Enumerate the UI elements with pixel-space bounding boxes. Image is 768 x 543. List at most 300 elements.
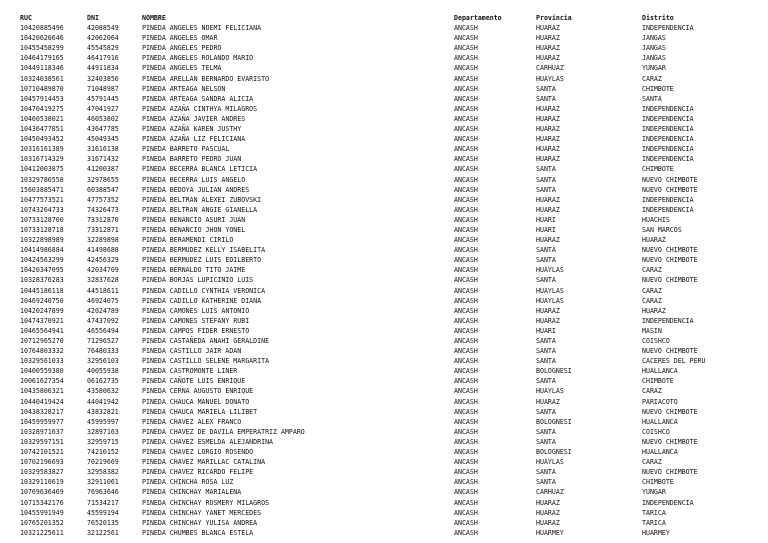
- cell-nombre: PINEDA BELTRAN ALEXEI ZUBOVSKI: [142, 195, 262, 204]
- cell-nombre: PINEDA CAMONES LUIS ANTONIO: [142, 306, 250, 315]
- cell-provincia: HUARAZ: [536, 518, 560, 527]
- cell-provincia: BOLOGNESI: [536, 367, 572, 376]
- cell-dni: 47437092: [87, 316, 119, 325]
- cell-departamento: ANCASH: [454, 175, 478, 184]
- cell-ruc: 10460538021: [20, 114, 64, 123]
- cell-distrito: JANGAS: [642, 54, 666, 63]
- cell-nombre: PINEDA CASTILLO SELENE MARGARITA: [142, 357, 270, 366]
- table-row: [20, 124, 752, 134]
- cell-dni: 40055938: [87, 367, 119, 376]
- cell-provincia: HUARI: [536, 215, 556, 224]
- cell-dni: 73312871: [87, 225, 119, 234]
- cell-departamento: ANCASH: [454, 508, 478, 517]
- cell-provincia: HUAYLAS: [536, 286, 564, 295]
- cell-nombre: PINEDA CERNA AUGUSTO ENRIQUE: [142, 387, 254, 396]
- cell-ruc: 10414986884: [20, 246, 64, 255]
- cell-dni: 43832821: [87, 407, 119, 416]
- cell-departamento: ANCASH: [454, 316, 478, 325]
- cell-nombre: PINEDA ANGELES PEDRO: [142, 44, 222, 53]
- table-row: [20, 43, 752, 53]
- cell-nombre: PINEDA BERMUDEZ KELLY ISABELITA: [142, 246, 266, 255]
- cell-departamento: ANCASH: [454, 488, 478, 497]
- cell-ruc: 10769636469: [20, 488, 64, 497]
- cell-provincia: HUARAZ: [536, 316, 560, 325]
- cell-provincia: HUARAZ: [536, 236, 560, 245]
- cell-distrito: JANGAS: [642, 34, 666, 43]
- cell-distrito: NUEVO CHIMBOTE: [642, 185, 698, 194]
- cell-provincia: HUARI: [536, 225, 556, 234]
- cell-ruc: 10450493452: [20, 135, 64, 144]
- column-header-departamento: Departamento: [454, 14, 502, 22]
- cell-nombre: PINEDA BELTRAN ANGIE GIANELLA: [142, 205, 258, 214]
- table-row: [20, 164, 752, 174]
- cell-dni: 32403856: [87, 74, 119, 83]
- cell-departamento: ANCASH: [454, 225, 478, 234]
- cell-dni: 31616138: [87, 145, 119, 154]
- cell-distrito: HUARMEY: [642, 528, 670, 537]
- cell-departamento: ANCASH: [454, 44, 478, 53]
- cell-provincia: SANTA: [536, 185, 556, 194]
- cell-dni: 46556494: [87, 326, 119, 335]
- cell-departamento: ANCASH: [454, 347, 478, 356]
- table-row: [20, 447, 752, 457]
- cell-departamento: ANCASH: [454, 246, 478, 255]
- cell-nombre: PINEDA CASTAÑEDA ANAHI GERALDINE: [142, 337, 270, 345]
- cell-dni: 32897163: [87, 427, 119, 436]
- table-row: [20, 376, 752, 386]
- cell-provincia: HUARMEY: [536, 528, 564, 537]
- cell-departamento: ANCASH: [454, 114, 478, 123]
- cell-distrito: CARAZ: [642, 74, 662, 83]
- cell-ruc: 10328971637: [20, 427, 64, 436]
- cell-nombre: PINEDA CHINCHAY MARIALENA: [142, 488, 242, 497]
- cell-distrito: INDEPENDENCIA: [642, 316, 694, 325]
- table-row: [20, 407, 752, 417]
- cell-distrito: CARAZ: [642, 387, 662, 396]
- cell-departamento: ANCASH: [454, 276, 478, 285]
- cell-ruc: 10424563299: [20, 256, 64, 265]
- table-row: [20, 245, 752, 255]
- cell-dni: 32122561: [87, 528, 119, 537]
- cell-distrito: YUNGAR: [642, 488, 666, 497]
- table-row: [20, 286, 752, 296]
- cell-departamento: ANCASH: [454, 94, 478, 103]
- cell-dni: 45049345: [87, 135, 119, 144]
- table-row: [20, 23, 752, 33]
- cell-departamento: ANCASH: [454, 54, 478, 63]
- cell-distrito: NUEVO CHIMBOTE: [642, 246, 698, 255]
- cell-dni: 42024789: [87, 306, 119, 315]
- cell-dni: 06162735: [87, 377, 119, 386]
- cell-provincia: HUARAZ: [536, 34, 560, 43]
- cell-dni: 32956103: [87, 357, 119, 366]
- cell-provincia: SANTA: [536, 256, 556, 265]
- cell-distrito: HUALLANCA: [642, 367, 678, 376]
- table-row: [20, 397, 752, 407]
- cell-nombre: PINEDA CHAUCA MARIELA LILIBET: [142, 407, 258, 416]
- cell-dni: 76480333: [87, 347, 119, 356]
- cell-dni: 44911834: [87, 64, 119, 73]
- column-header-nombre: NOMBRE: [142, 14, 166, 22]
- cell-ruc: 10477573521: [20, 195, 64, 204]
- cell-nombre: PINEDA BENANCIO JHON YONEL: [142, 225, 246, 234]
- cell-nombre: PINEDA CHAVEZ LORGIO ROSENDO: [142, 448, 254, 457]
- cell-ruc: 10712965270: [20, 337, 64, 345]
- cell-departamento: ANCASH: [454, 326, 478, 335]
- cell-distrito: MASIN: [642, 326, 662, 335]
- cell-departamento: ANCASH: [454, 357, 478, 366]
- cell-ruc: 10324038561: [20, 74, 64, 83]
- cell-distrito: TARICA: [642, 518, 666, 527]
- cell-dni: 47757352: [87, 195, 119, 204]
- cell-departamento: ANCASH: [454, 427, 478, 436]
- cell-dni: 42062064: [87, 34, 119, 43]
- cell-distrito: NUEVO CHIMBOTE: [642, 256, 698, 265]
- cell-ruc: 10420247899: [20, 306, 64, 315]
- cell-distrito: CHIMBOTE: [642, 84, 674, 93]
- cell-ruc: 10329583827: [20, 468, 64, 477]
- cell-departamento: ANCASH: [454, 256, 478, 265]
- cell-provincia: HUAYLAS: [536, 387, 564, 396]
- table-row: [20, 417, 752, 427]
- cell-departamento: ANCASH: [454, 296, 478, 305]
- table-row: [20, 255, 752, 265]
- table-row: [20, 306, 752, 316]
- cell-departamento: ANCASH: [454, 458, 478, 467]
- cell-nombre: PINEDA ANGELES OMAR: [142, 34, 218, 43]
- cell-departamento: ANCASH: [454, 266, 478, 275]
- cell-ruc: 10329786558: [20, 175, 64, 184]
- cell-nombre: PINEDA CAMONES STEFANY RUBI: [142, 316, 250, 325]
- cell-ruc: 10328376283: [20, 276, 64, 285]
- cell-ruc: 10469240750: [20, 296, 64, 305]
- cell-dni: 32911061: [87, 478, 119, 487]
- cell-nombre: PINEDA CHINCHA ROSA LUZ: [142, 478, 234, 487]
- cell-nombre: PINEDA CHAUCA MANUEL DONATO: [142, 397, 250, 406]
- cell-distrito: INDEPENDENCIA: [642, 114, 694, 123]
- cell-provincia: SANTA: [536, 357, 556, 366]
- table-row: [20, 508, 752, 518]
- cell-provincia: HUARAZ: [536, 306, 560, 315]
- cell-provincia: HUARI: [536, 326, 556, 335]
- cell-ruc: 10436477851: [20, 125, 64, 134]
- cell-ruc: 15603885471: [20, 185, 64, 194]
- cell-nombre: PINEDA AZAÑA KAREN JUSTHY: [142, 125, 242, 134]
- cell-ruc: 10470419275: [20, 104, 64, 113]
- cell-nombre: PINEDA ANGELES ROLANDO MARIO: [142, 54, 254, 63]
- cell-ruc: 10733128700: [20, 215, 64, 224]
- cell-distrito: INDEPENDENCIA: [642, 195, 694, 204]
- cell-ruc: 10765201352: [20, 518, 64, 527]
- table-row: [20, 336, 752, 346]
- cell-provincia: SANTA: [536, 276, 556, 285]
- cell-dni: 46053802: [87, 114, 119, 123]
- cell-dni: 32289898: [87, 236, 119, 245]
- table-row: [20, 316, 752, 326]
- records-table: [20, 13, 752, 538]
- column-header-provincia: Provincia: [536, 14, 572, 22]
- cell-departamento: ANCASH: [454, 387, 478, 396]
- cell-ruc: 10457914453: [20, 94, 64, 103]
- cell-dni: 42034709: [87, 266, 119, 275]
- cell-distrito: HUALLANCA: [642, 448, 678, 457]
- cell-provincia: SANTA: [536, 427, 556, 436]
- cell-nombre: PINEDA ARTEAGA NELSON: [142, 84, 226, 93]
- cell-departamento: ANCASH: [454, 84, 478, 93]
- cell-nombre: PINEDA CAMPOS FIDER ERNESTO: [142, 326, 250, 335]
- cell-distrito: INDEPENDENCIA: [642, 24, 694, 33]
- cell-dni: 71048987: [87, 84, 119, 93]
- table-row: [20, 74, 752, 84]
- table-row: [20, 427, 752, 437]
- table-row: [20, 467, 752, 477]
- cell-distrito: CHIMBOTE: [642, 478, 674, 487]
- cell-nombre: PINEDA CHAVEZ DE DAVILA EMPERATRIZ AMPARO: [142, 427, 305, 436]
- cell-provincia: SANTA: [536, 175, 556, 184]
- cell-provincia: SANTA: [536, 246, 556, 255]
- cell-provincia: BOLOGNESI: [536, 417, 572, 426]
- cell-distrito: INDEPENDENCIA: [642, 104, 694, 113]
- table-row: [20, 134, 752, 144]
- cell-ruc: 10715342176: [20, 498, 64, 507]
- table-body: [20, 23, 752, 538]
- column-header-distrito: Distrito: [642, 14, 674, 22]
- cell-nombre: PINEDA BECERRA BLANCA LETICIA: [142, 165, 258, 174]
- cell-ruc: 10321225611: [20, 528, 64, 537]
- cell-dni: 32959715: [87, 437, 119, 446]
- cell-ruc: 10455458299: [20, 44, 64, 53]
- cell-distrito: NUEVO CHIMBOTE: [642, 437, 698, 446]
- table-row: [20, 518, 752, 528]
- cell-nombre: PINEDA BERMUDEZ LUIS EDILBERTO: [142, 256, 262, 265]
- cell-ruc: 10329561033: [20, 357, 64, 366]
- cell-departamento: ANCASH: [454, 337, 478, 345]
- cell-dni: 76963646: [87, 488, 119, 497]
- cell-ruc: 10435806321: [20, 387, 64, 396]
- cell-provincia: HUARAZ: [536, 125, 560, 134]
- cell-provincia: CARHUAZ: [536, 488, 564, 497]
- cell-departamento: ANCASH: [454, 417, 478, 426]
- cell-ruc: 10742101521: [20, 448, 64, 457]
- table-row: [20, 63, 752, 73]
- cell-nombre: PINEDA CHAVEZ MARILLAC CATALINA: [142, 458, 266, 467]
- cell-dni: 73312870: [87, 215, 119, 224]
- table-header-row: [20, 13, 752, 23]
- cell-dni: 46924075: [87, 296, 119, 305]
- cell-nombre: PINEDA CAÑOTE LUIS ENRIQUE: [142, 377, 246, 386]
- cell-distrito: INDEPENDENCIA: [642, 125, 694, 134]
- cell-ruc: 10322898989: [20, 236, 64, 245]
- cell-nombre: PINEDA BARRETO PEDRO JUAN: [142, 155, 242, 164]
- table-row: [20, 386, 752, 396]
- cell-nombre: PINEDA AZAÑA CINTHYA MILAGROS: [142, 104, 258, 113]
- cell-distrito: HUARAZ: [642, 306, 666, 315]
- cell-distrito: COISHCO: [642, 427, 670, 436]
- cell-provincia: HUARAZ: [536, 205, 560, 214]
- cell-distrito: SANTA: [642, 94, 662, 103]
- cell-nombre: PINEDA AZAÑA JAVIER ANDRES: [142, 114, 246, 123]
- cell-provincia: HUAYLAS: [536, 296, 564, 305]
- cell-dni: 43580632: [87, 387, 119, 396]
- table-row: [20, 53, 752, 63]
- cell-departamento: ANCASH: [454, 125, 478, 134]
- cell-provincia: SANTA: [536, 84, 556, 93]
- cell-dni: 71534217: [87, 498, 119, 507]
- cell-distrito: NUEVO CHIMBOTE: [642, 347, 698, 356]
- cell-departamento: ANCASH: [454, 498, 478, 507]
- cell-ruc: 10420620646: [20, 34, 64, 43]
- table-row: [20, 154, 752, 164]
- cell-nombre: PINEDA CHAVEZ RICARDO FELIPE: [142, 468, 254, 477]
- table-row: [20, 457, 752, 467]
- cell-departamento: ANCASH: [454, 195, 478, 204]
- cell-nombre: PINEDA BARRETO PASCUAL: [142, 145, 230, 154]
- cell-ruc: 10329110619: [20, 478, 64, 487]
- cell-distrito: INDEPENDENCIA: [642, 205, 694, 214]
- cell-dni: 32958382: [87, 468, 119, 477]
- cell-departamento: ANCASH: [454, 215, 478, 224]
- table-row: [20, 498, 752, 508]
- cell-distrito: COISHCO: [642, 337, 670, 345]
- cell-dni: 42088549: [87, 24, 119, 33]
- cell-ruc: 10438328217: [20, 407, 64, 416]
- cell-nombre: PINEDA ANGELES NOEMI FELICIANA: [142, 24, 262, 33]
- table-row: [20, 195, 752, 205]
- cell-provincia: SANTA: [536, 407, 556, 416]
- cell-dni: 71296527: [87, 337, 119, 345]
- table-row: [20, 235, 752, 245]
- cell-departamento: ANCASH: [454, 377, 478, 386]
- cell-dni: 74210152: [87, 448, 119, 457]
- cell-provincia: HUARAZ: [536, 155, 560, 164]
- cell-nombre: PINEDA BENANCIO ASURI JUAN: [142, 215, 246, 224]
- cell-distrito: SAN MARCOS: [642, 225, 682, 234]
- cell-ruc: 10061627354: [20, 377, 64, 386]
- cell-nombre: PINEDA CHUMBES BLANCA ESTELA: [142, 528, 254, 537]
- table-row: [20, 114, 752, 124]
- cell-distrito: CARAZ: [642, 458, 662, 467]
- table-row: [20, 215, 752, 225]
- cell-provincia: HUARAZ: [536, 195, 560, 204]
- cell-ruc: 10449118346: [20, 64, 64, 73]
- cell-ruc: 10316161389: [20, 145, 64, 154]
- cell-dni: 44041942: [87, 397, 119, 406]
- cell-ruc: 10440419424: [20, 397, 64, 406]
- cell-departamento: ANCASH: [454, 397, 478, 406]
- cell-nombre: PINEDA BEDOYA JULIAN ANDRES: [142, 185, 250, 194]
- cell-dni: 70219669: [87, 458, 119, 467]
- cell-ruc: 10764803332: [20, 347, 64, 356]
- cell-nombre: PINEDA ANGELES TELMA: [142, 64, 222, 73]
- table-row: [20, 205, 752, 215]
- cell-departamento: ANCASH: [454, 64, 478, 73]
- cell-departamento: ANCASH: [454, 236, 478, 245]
- column-header-ruc: RUC: [20, 14, 32, 22]
- cell-ruc: 10702196693: [20, 458, 64, 467]
- cell-provincia: HUAYLAS: [536, 458, 564, 467]
- cell-distrito: INDEPENDENCIA: [642, 145, 694, 154]
- cell-provincia: SANTA: [536, 337, 556, 345]
- cell-ruc: 10455991949: [20, 508, 64, 517]
- cell-dni: 47041927: [87, 104, 119, 113]
- cell-nombre: PINEDA AZAÑA LIZ FELICIANA: [142, 135, 246, 144]
- cell-distrito: PARIACOTO: [642, 397, 678, 406]
- cell-provincia: HUARAZ: [536, 104, 560, 113]
- cell-dni: 43647785: [87, 125, 119, 134]
- cell-distrito: CHIMBOTE: [642, 377, 674, 386]
- table-row: [20, 346, 752, 356]
- cell-ruc: 10465564941: [20, 326, 64, 335]
- table-row: [20, 275, 752, 285]
- cell-nombre: PINEDA BORJAS LUPICINIO LUIS: [142, 276, 254, 285]
- cell-dni: 74326473: [87, 205, 119, 214]
- cell-departamento: ANCASH: [454, 104, 478, 113]
- table-row: [20, 356, 752, 366]
- cell-ruc: 10464179165: [20, 54, 64, 63]
- cell-distrito: TARICA: [642, 508, 666, 517]
- table-row: [20, 33, 752, 43]
- table-row: [20, 437, 752, 447]
- cell-provincia: SANTA: [536, 437, 556, 446]
- cell-distrito: CARAZ: [642, 286, 662, 295]
- cell-nombre: PINEDA CHAVEZ ALEX FRANCO: [142, 417, 242, 426]
- cell-distrito: INDEPENDENCIA: [642, 155, 694, 164]
- table-row: [20, 487, 752, 497]
- cell-distrito: CACERES DEL PERU: [642, 357, 706, 366]
- cell-provincia: BOLOGNESI: [536, 448, 572, 457]
- cell-departamento: ANCASH: [454, 74, 478, 83]
- cell-nombre: PINEDA ARTEAGA SANDRA ALICIA: [142, 94, 254, 103]
- cell-dni: 45995997: [87, 417, 119, 426]
- cell-dni: 45791445: [87, 94, 119, 103]
- cell-dni: 46417916: [87, 54, 119, 63]
- cell-ruc: 10316714329: [20, 155, 64, 164]
- cell-provincia: SANTA: [536, 478, 556, 487]
- cell-nombre: PINEDA CHINCHAY YULISA ANDREA: [142, 518, 258, 527]
- cell-nombre: PINEDA CASTILLO JAIR ADAN: [142, 347, 242, 356]
- cell-distrito: NUEVO CHIMBOTE: [642, 175, 698, 184]
- table-row: [20, 144, 752, 154]
- cell-ruc: 10329597151: [20, 437, 64, 446]
- cell-provincia: HUARAZ: [536, 397, 560, 406]
- cell-ruc: 10733128718: [20, 225, 64, 234]
- cell-departamento: ANCASH: [454, 518, 478, 527]
- cell-ruc: 10400559380: [20, 367, 64, 376]
- cell-ruc: 10710489870: [20, 84, 64, 93]
- cell-dni: 31671432: [87, 155, 119, 164]
- cell-provincia: HUARAZ: [536, 54, 560, 63]
- table-row: [20, 296, 752, 306]
- cell-provincia: SANTA: [536, 94, 556, 103]
- cell-ruc: 10420885496: [20, 24, 64, 33]
- table-row: [20, 326, 752, 336]
- cell-nombre: PINEDA CADILLO CYNTHIA VERONICA: [142, 286, 266, 295]
- cell-distrito: INDEPENDENCIA: [642, 135, 694, 144]
- cell-provincia: HUARAZ: [536, 114, 560, 123]
- cell-provincia: HUARAZ: [536, 24, 560, 33]
- cell-ruc: 10459959977: [20, 417, 64, 426]
- cell-distrito: CARAZ: [642, 296, 662, 305]
- cell-provincia: SANTA: [536, 377, 556, 386]
- cell-ruc: 10743264733: [20, 205, 64, 214]
- cell-nombre: PINEDA BERNALDO TITO JAIME: [142, 266, 246, 275]
- cell-dni: 41200387: [87, 165, 119, 174]
- cell-dni: 41498688: [87, 246, 119, 255]
- column-header-dni: DNI: [87, 14, 99, 22]
- cell-departamento: ANCASH: [454, 407, 478, 416]
- cell-ruc: 10474370921: [20, 316, 64, 325]
- table-row: [20, 366, 752, 376]
